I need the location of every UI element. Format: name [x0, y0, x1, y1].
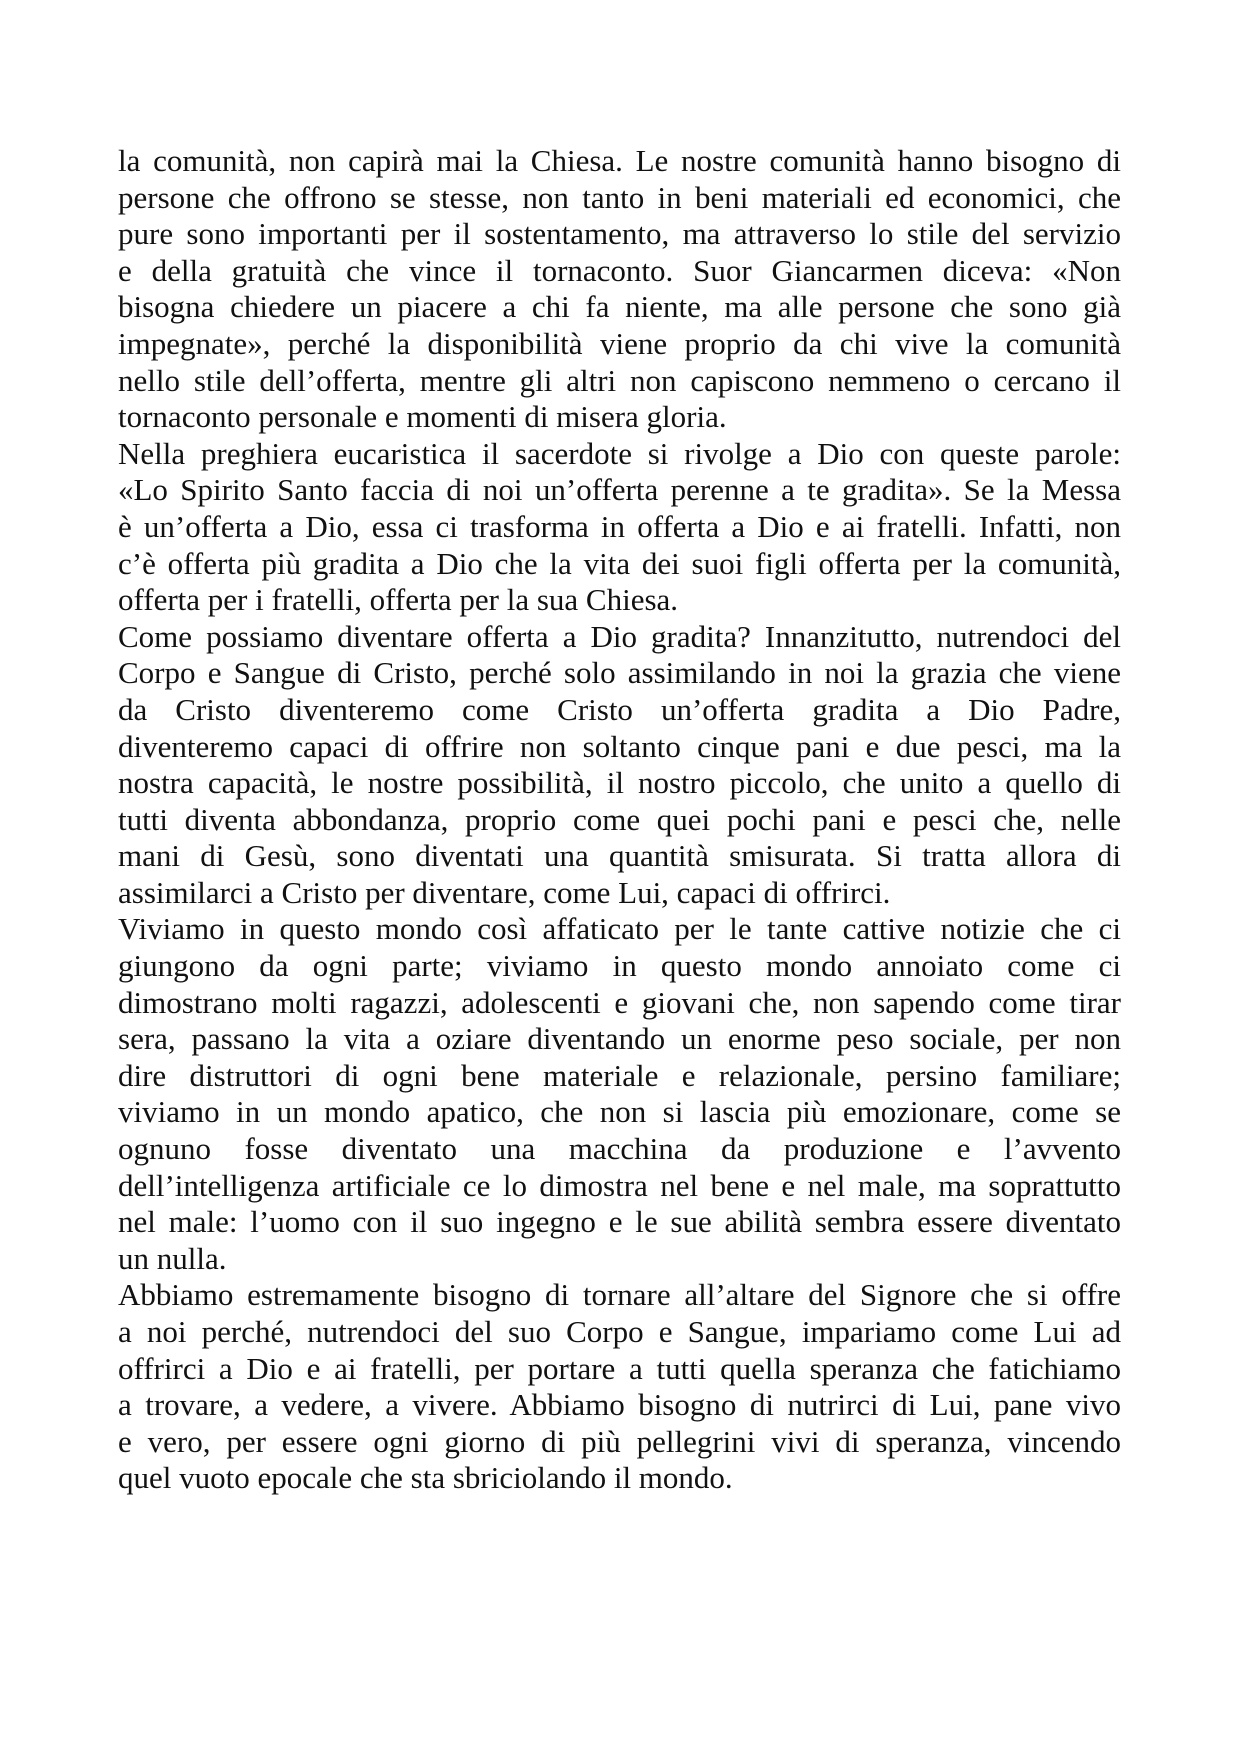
- text-line: Viviamo in questo mondo così affaticato per le tante cattive notizie che ci: [118, 911, 1121, 947]
- paragraph: [118, 436, 1121, 619]
- text-line: Corpo e Sangue di Cristo, perché solo assimilando in noi la grazia che viene: [118, 655, 1121, 691]
- text-line: nello stile dell’offerta, mentre gli altri non capiscono nemmeno o cercano il: [118, 362, 1121, 398]
- text-line: assimilarci a Cristo per diventare, come Lui, capaci di offrirci.: [118, 874, 891, 910]
- text-line: bisogna chiedere un piacere a chi fa niente, ma alle persone che sono già: [118, 289, 1121, 325]
- text-line: quel vuoto epocale che sta sbriciolando il mondo.: [118, 1460, 733, 1496]
- text-line: Come possiamo diventare offerta a Dio gradita? Innanzitutto, nutrendoci del: [118, 618, 1121, 654]
- text-line: è un’offerta a Dio, essa ci trasforma in offerta a Dio e ai fratelli. Infatti, non: [118, 508, 1121, 544]
- text-line: «Lo Spirito Santo faccia di noi un’offerta perenne a te gradita». Se la Messa: [118, 472, 1121, 508]
- text-line: e vero, per essere ogni giorno di più pellegrini vivi di speranza, vincendo: [118, 1423, 1121, 1459]
- text-line: impegnate», perché la disponibilità viene proprio da chi vive la comunità: [118, 325, 1121, 361]
- text-line: Abbiamo estremamente bisogno di tornare all’altare del Signore che si offre: [118, 1277, 1121, 1313]
- text-line: Nella preghiera eucaristica il sacerdote si rivolge a Dio con queste parole:: [118, 435, 1121, 471]
- text-line: c’è offerta più gradita a Dio che la vita dei suoi figli offerta per la comunità,: [118, 545, 1121, 581]
- text-line: dimostrano molti ragazzi, adolescenti e giovani che, non sapendo come tirar: [118, 984, 1121, 1020]
- text-line: la comunità, non capirà mai la Chiesa. Le nostre comunità hanno bisogno di: [118, 143, 1121, 178]
- paragraph: [118, 1277, 1121, 1497]
- text-line: nel male: l’uomo con il suo ingegno e le sue abilità sembra essere diventato: [118, 1204, 1121, 1240]
- text-line: dire distruttori di ogni bene materiale e relazionale, persino familiare;: [118, 1057, 1121, 1093]
- text-line: nostra capacità, le nostre possibilità, il nostro piccolo, che unito a quello di: [118, 765, 1121, 801]
- text-line: mani di Gesù, sono diventati una quantità smisurata. Si tratta allora di: [118, 838, 1121, 874]
- text-line: giungono da ogni parte; viviamo in questo mondo annoiato come ci: [118, 948, 1121, 984]
- text-line: tornaconto personale e momenti di misera gloria.: [118, 399, 727, 435]
- paragraph: [118, 143, 1121, 436]
- text-line: e della gratuità che vince il tornaconto. Suor Giancarmen diceva: «Non: [118, 252, 1121, 288]
- paragraph: [118, 911, 1121, 1277]
- text-line: viviamo in un mondo apatico, che non si lascia più emozionare, come se: [118, 1094, 1121, 1130]
- document-page: [118, 143, 1121, 1497]
- text-line: dell’intelligenza artificiale ce lo dimostra nel bene e nel male, ma soprattutto: [118, 1167, 1121, 1203]
- text-line: persone che offrono se stesse, non tanto in beni materiali ed economici, che: [118, 179, 1121, 215]
- text-line: a noi perché, nutrendoci del suo Corpo e Sangue, impariamo come Lui ad: [118, 1314, 1121, 1349]
- paragraph: [118, 619, 1121, 912]
- text-line: diventeremo capaci di offrire non soltanto cinque pani e due pesci, ma la: [118, 728, 1121, 764]
- text-line: ognuno fosse diventato una macchina da produzione e l’avvento: [118, 1131, 1121, 1167]
- text-line: tutti diventa abbondanza, proprio come quei pochi pani e pesci che, nelle: [118, 801, 1121, 837]
- text-line: offerta per i fratelli, offerta per la sua Chiesa.: [118, 582, 679, 618]
- text-line: da Cristo diventeremo come Cristo un’offerta gradita a Dio Padre,: [118, 691, 1121, 727]
- text-line: un nulla.: [118, 1240, 227, 1276]
- text-line: offrirci a Dio e ai fratelli, per portare a tutti quella speranza che fatichiamo: [118, 1350, 1121, 1386]
- text-line: sera, passano la vita a oziare diventando un enorme peso sociale, per non: [118, 1021, 1121, 1057]
- text-line: pure sono importanti per il sostentamento, ma attraverso lo stile del servizio: [118, 216, 1121, 252]
- text-line: a trovare, a vedere, a vivere. Abbiamo bisogno di nutrirci di Lui, pane vivo: [118, 1387, 1121, 1423]
